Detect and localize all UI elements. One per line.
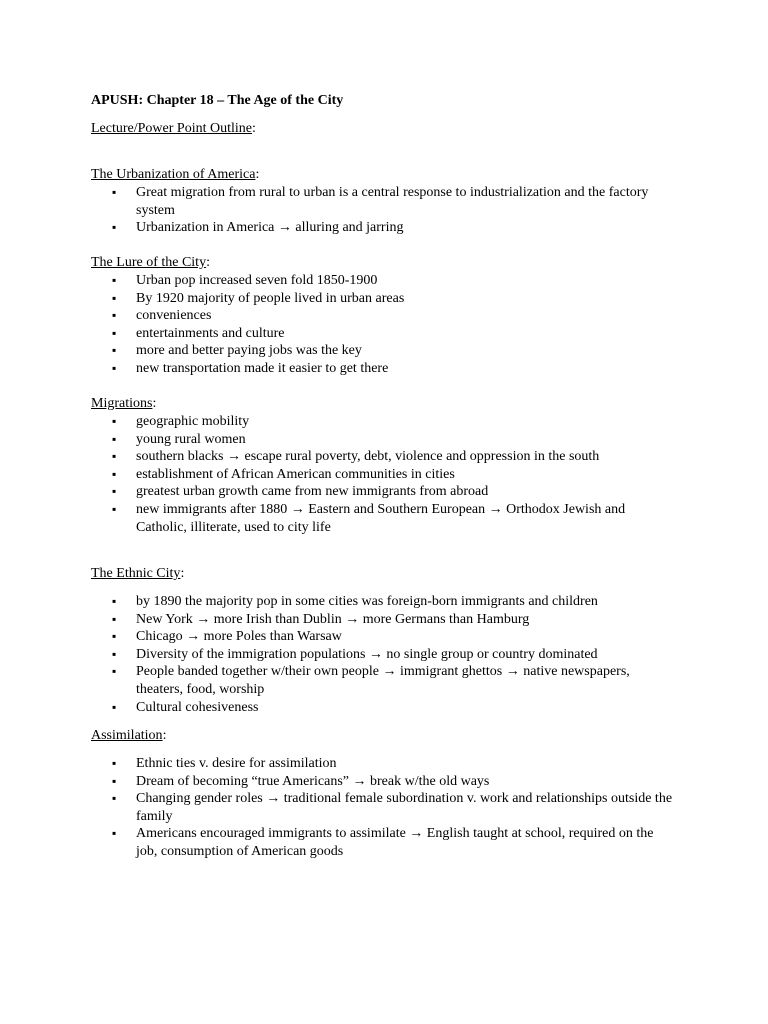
list-item: ▪ Dream of becoming “true Americans” → break w/the old ways — [91, 773, 676, 791]
bullet-list — [91, 272, 691, 378]
section-heading-text: Migrations — [91, 396, 153, 411]
section-migrations — [91, 395, 691, 536]
list-item: ▪ Diversity of the immigration populations → no single group or country dominated — [91, 646, 676, 664]
list-item: ▪ southern blacks → escape rural poverty, debt, violence and oppression in the south — [91, 448, 676, 466]
list-item: ▪ Urban pop increased seven fold 1850-1900 — [91, 272, 676, 290]
section-urbanization — [91, 166, 691, 237]
section-heading — [91, 166, 691, 184]
section-assimilation — [91, 727, 691, 861]
section-heading-colon: : — [180, 566, 185, 581]
list-item: ▪ Urbanization in America → alluring and jarring — [91, 219, 676, 237]
bullet-list — [91, 593, 691, 716]
section-heading — [91, 727, 691, 745]
section-heading-colon: : — [152, 396, 157, 411]
list-item: ▪ Ethnic ties v. desire for assimilation — [91, 755, 676, 773]
bullet-list — [91, 755, 691, 861]
section-ethnic-city — [91, 565, 691, 716]
section-heading-colon: : — [162, 728, 167, 743]
section-heading-text: The Ethnic City — [91, 566, 181, 581]
spacer — [91, 745, 691, 755]
bullet-list — [91, 184, 691, 237]
list-item: ▪ new transportation made it easier to get there — [91, 360, 676, 378]
list-item: ▪ Changing gender roles → traditional female subordination v. work and relationships outside the family — [91, 790, 676, 825]
list-item: ▪ greatest urban growth came from new immigrants from abroad — [91, 483, 676, 501]
outline-label — [91, 120, 256, 138]
section-heading — [91, 395, 691, 413]
list-item: ▪ new immigrants after 1880 → Eastern and Southern European → Orthodox Jewish and Catholic, illiterate, used to city life — [91, 501, 676, 536]
outline-label-text: Lecture/Power Point Outline — [91, 121, 252, 136]
section-heading-colon: : — [255, 167, 260, 182]
spacer — [91, 583, 691, 593]
list-item: ▪ Great migration from rural to urban is a central response to industrialization and the factory system — [91, 184, 676, 219]
list-item: ▪ By 1920 majority of people lived in urban areas — [91, 290, 676, 308]
list-item: ▪ establishment of African American communities in cities — [91, 466, 676, 484]
list-item: ▪ Chicago → more Poles than Warsaw — [91, 628, 676, 646]
list-item: ▪ entertainments and culture — [91, 325, 676, 343]
section-heading — [91, 565, 691, 583]
section-heading-colon: : — [206, 255, 210, 270]
list-item: ▪ New York → more Irish than Dublin → more Germans than Hamburg — [91, 611, 676, 629]
list-item: ▪ more and better paying jobs was the key — [91, 342, 676, 360]
list-item: ▪ young rural women — [91, 431, 676, 449]
section-heading-text: The Lure of the City — [91, 255, 207, 270]
document-title: APUSH: Chapter 18 – The Age of the City — [91, 93, 344, 108]
section-lure-of-city — [91, 254, 691, 378]
list-item: ▪ Americans encouraged immigrants to assimilate → English taught at school, required on the job, consumption of American goods — [91, 825, 676, 860]
list-item: ▪ conveniences — [91, 307, 676, 325]
list-item: ▪ by 1890 the majority pop in some cities was foreign-born immigrants and children — [91, 593, 676, 611]
list-item: ▪ People banded together w/their own people → immigrant ghettos → native newspapers, theaters, food, worship — [91, 663, 676, 698]
list-item: ▪ geographic mobility — [91, 413, 676, 431]
section-heading-text: The Urbanization of America — [91, 167, 256, 182]
list-item: ▪ Cultural cohesiveness — [91, 699, 676, 717]
section-heading — [91, 254, 691, 272]
outline-label-colon: : — [251, 121, 256, 136]
bullet-list — [91, 413, 691, 536]
section-heading-text: Assimilation — [91, 728, 163, 743]
